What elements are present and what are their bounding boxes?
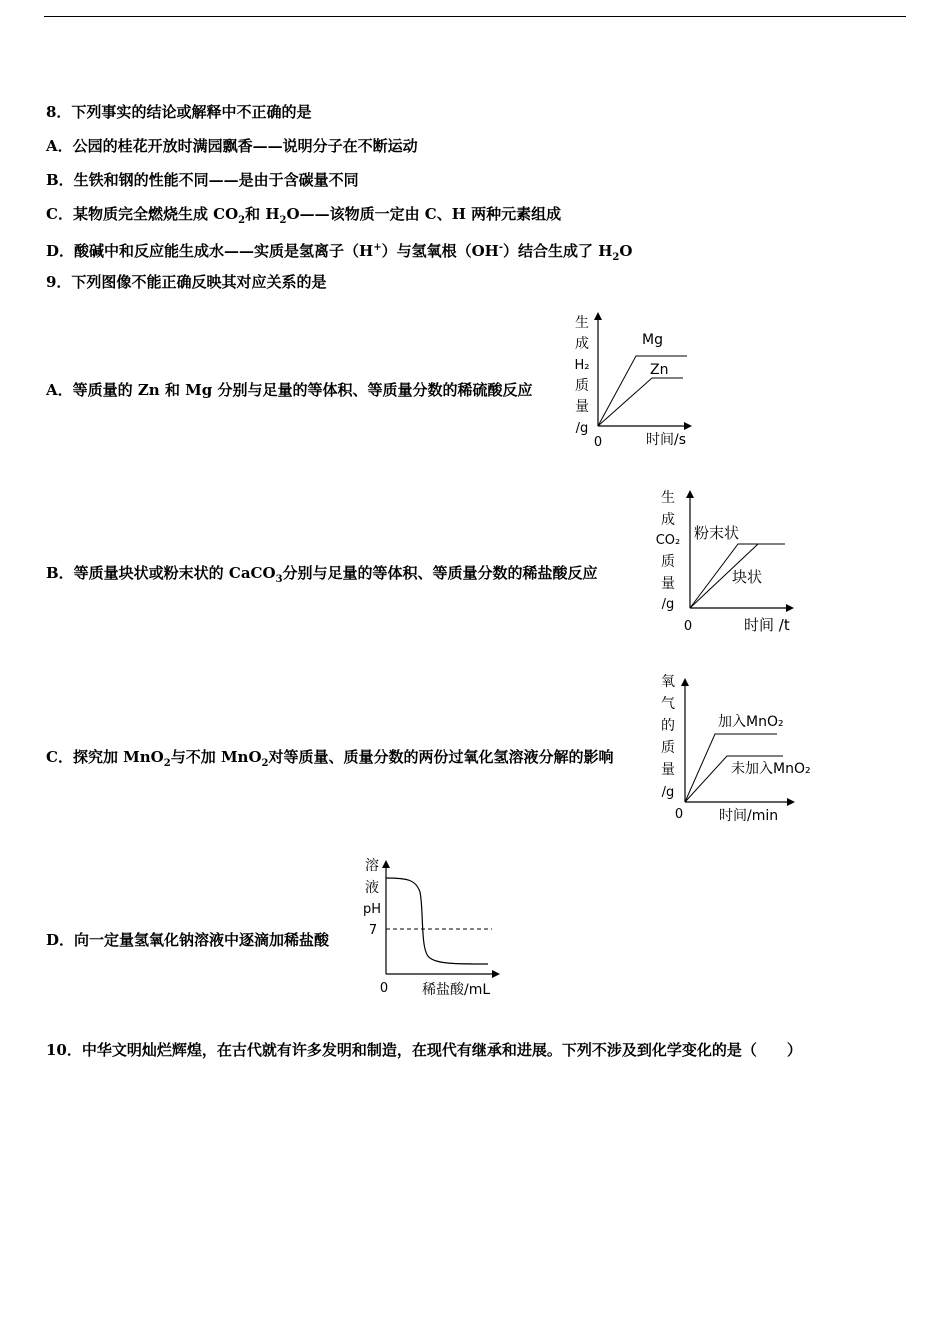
origin-label: 0 xyxy=(379,981,389,996)
y-label-char: 成 xyxy=(575,336,589,352)
q9-option-c xyxy=(46,747,614,774)
q9-option-a: A．等质量的 Zn 和 Mg 分别与足量的等体积、等质量分数的稀硫酸反应 xyxy=(46,381,533,399)
y-label-char: 质 xyxy=(661,740,675,756)
y-label-char: H₂ xyxy=(574,358,590,373)
figure-a xyxy=(568,306,708,458)
y-label-char: 量 xyxy=(575,399,589,415)
q9-stem: 9．下列图像不能正确反映其对应关系的是 xyxy=(46,273,327,291)
figure-d xyxy=(356,852,506,1004)
y-label-char: 液 xyxy=(365,880,379,896)
text: O xyxy=(619,242,633,260)
figure-b xyxy=(650,484,810,640)
y-axis-arrow xyxy=(594,312,602,320)
y-axis-arrow xyxy=(382,860,390,868)
figure-c xyxy=(655,668,835,832)
text: C．某物质完全燃烧生成 CO xyxy=(46,205,239,223)
q8-option-b: B．生铁和钢的性能不同——是由于含碳量不同 xyxy=(46,171,359,189)
text: ）结合生成了 H xyxy=(502,242,613,260)
y-label-char: 氧 xyxy=(661,674,675,690)
series-label-lump: 块状 xyxy=(732,568,763,586)
y-label-char: 生 xyxy=(661,490,675,506)
x-axis-label: 时间/min xyxy=(719,808,779,824)
text: 与不加 MnO xyxy=(170,748,262,766)
x-axis-arrow xyxy=(492,970,500,978)
y-label-char: 成 xyxy=(661,512,675,528)
superscript: + xyxy=(373,242,382,253)
y-axis-arrow xyxy=(686,490,694,498)
y-label-char: 量 xyxy=(661,762,675,778)
text: C．探究加 MnO xyxy=(46,748,164,766)
y-label-char: /g xyxy=(661,597,675,612)
y-label-char: /g xyxy=(661,785,675,800)
x-axis-arrow xyxy=(684,422,692,430)
text: D．酸碱中和反应能生成水——实质是氢离子（H xyxy=(46,242,374,260)
text: ）与氢氧根（OH xyxy=(381,242,499,260)
series-mg-line xyxy=(598,356,687,426)
q8-option-c xyxy=(46,204,561,231)
ph-curve xyxy=(386,878,488,964)
series-label-with-mno2: 加入MnO₂ xyxy=(718,714,784,730)
subscript: 2 xyxy=(163,758,171,769)
subscript: 2 xyxy=(279,215,287,226)
y-label-char: 质 xyxy=(575,378,589,394)
x-axis-label: 时间/s xyxy=(646,432,687,448)
x-axis-arrow xyxy=(787,798,795,806)
header-rule xyxy=(44,16,906,17)
q8-option-d xyxy=(46,238,632,268)
x-axis-label: 时间 /t xyxy=(744,616,790,634)
x-axis-arrow xyxy=(786,604,794,612)
y-label-char: 生 xyxy=(575,315,589,331)
superscript: - xyxy=(498,242,503,253)
series-label-zn: Zn xyxy=(650,362,669,378)
text: O——该物质一定由 C、H 两种元素组成 xyxy=(286,205,562,223)
y-label-char: 量 xyxy=(661,576,675,592)
y-label-char: 的 xyxy=(661,718,675,734)
series-label-mg: Mg xyxy=(642,332,663,348)
q10-stem: 10．中华文明灿烂辉煌，在古代就有许多发明和制造，在现代有继承和进展。下列不涉及到化学变化的是（ ） xyxy=(46,1041,802,1059)
origin-label: 0 xyxy=(674,807,684,822)
y-label-char: pH xyxy=(362,902,382,917)
text: 对等质量、质量分数的两份过氧化氢溶液分解的影响 xyxy=(268,748,614,766)
subscript: 2 xyxy=(612,252,620,263)
y-label-char: 气 xyxy=(661,696,675,712)
y-label-char: /g xyxy=(575,421,589,436)
x-axis-label: 稀盐酸/mL xyxy=(422,982,491,998)
y-axis-arrow xyxy=(681,678,689,686)
ph-7-label: 7 xyxy=(368,923,378,938)
text: 分别与足量的等体积、等质量分数的稀盐酸反应 xyxy=(282,564,598,582)
subscript: 3 xyxy=(275,574,283,585)
q9-option-b xyxy=(46,563,598,590)
series-label-without-mno2: 未加入MnO₂ xyxy=(731,761,811,777)
series-label-powder: 粉末状 xyxy=(694,524,740,542)
y-label-char: CO₂ xyxy=(655,533,681,548)
subscript: 2 xyxy=(261,758,269,769)
q8-option-a: A．公园的桂花开放时满园飘香——说明分子在不断运动 xyxy=(46,137,418,155)
y-label-char: 溶 xyxy=(365,858,379,874)
q8-stem: 8．下列事实的结论或解释中不正确的是 xyxy=(46,103,312,121)
origin-label: 0 xyxy=(683,619,693,634)
origin-label: 0 xyxy=(593,435,603,450)
subscript: 2 xyxy=(238,215,246,226)
q9-option-d: D．向一定量氢氧化钠溶液中逐滴加稀盐酸 xyxy=(46,931,330,949)
text: B．等质量块状或粉末状的 CaCO xyxy=(46,564,276,582)
text: 和 H xyxy=(245,205,280,223)
y-label-char: 质 xyxy=(661,554,675,570)
